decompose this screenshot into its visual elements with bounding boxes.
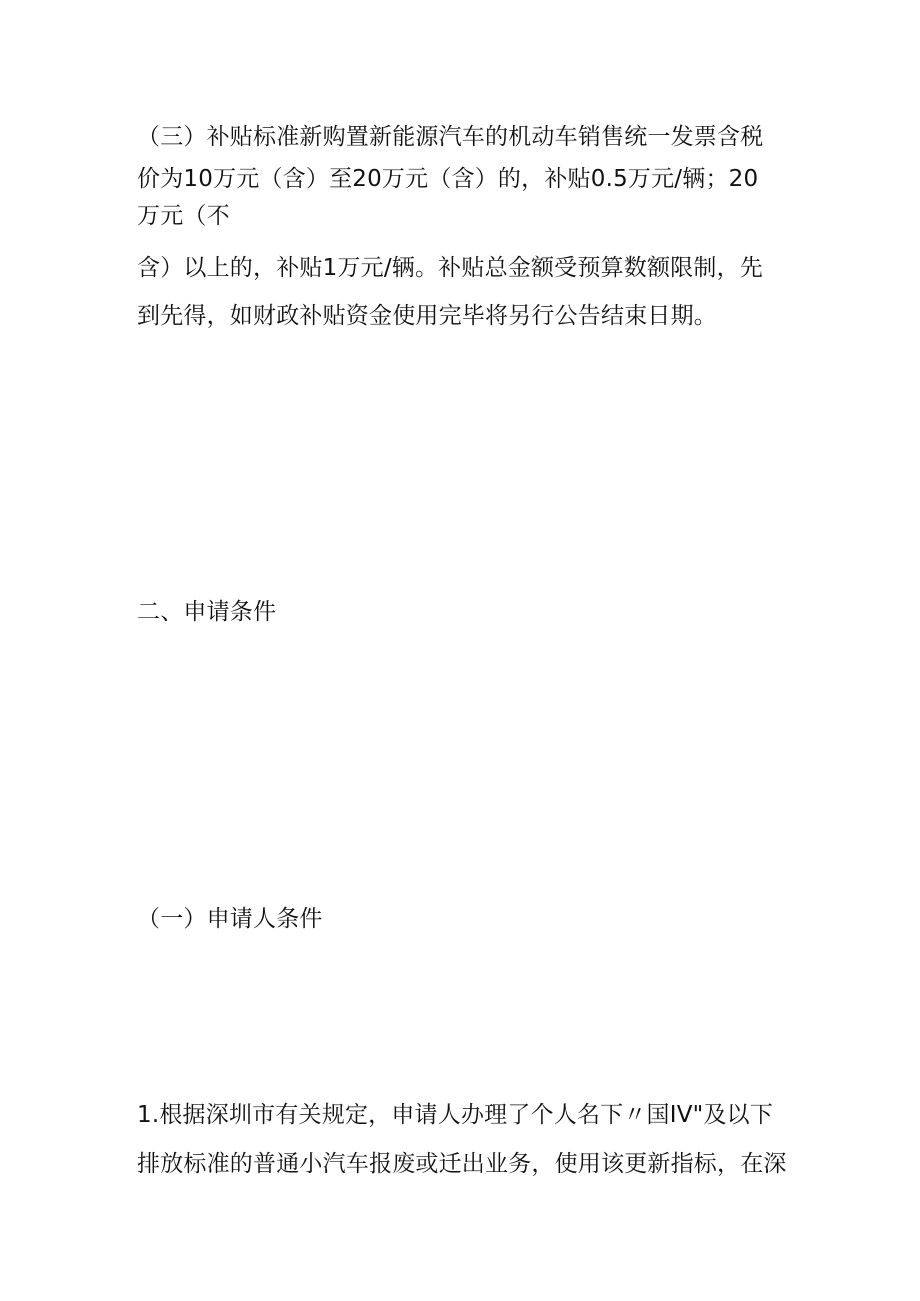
section3-line-1: （三）补贴标准新购置新能源汽车的机动车销售统一发票含税 (137, 124, 764, 150)
subheading-applicant-conditions: （一）申请人条件 (137, 906, 323, 932)
section-heading-application-conditions: 二、申请条件 (137, 599, 277, 625)
section3-line-5: 到先得，如财政补贴资金使用完毕将另行公告结束日期。 (137, 303, 717, 329)
section3-line-3: 万元（不 (137, 203, 230, 229)
section3-line-2: 价为10万元（含）至20万元（含）的，补贴0.5万元/辆；20 (137, 166, 759, 192)
item1-line-1: 1.根据深圳市有关规定，申请人办理了个人名下〃国IV"及以下 (137, 1102, 774, 1128)
section3-line-4: 含）以上的，补贴1万元/辆。补贴总金额受预算数额限制，先 (137, 255, 763, 281)
item1-line-2: 排放标准的普通小汽车报废或迁出业务，使用该更新指标，在深 (137, 1151, 787, 1177)
